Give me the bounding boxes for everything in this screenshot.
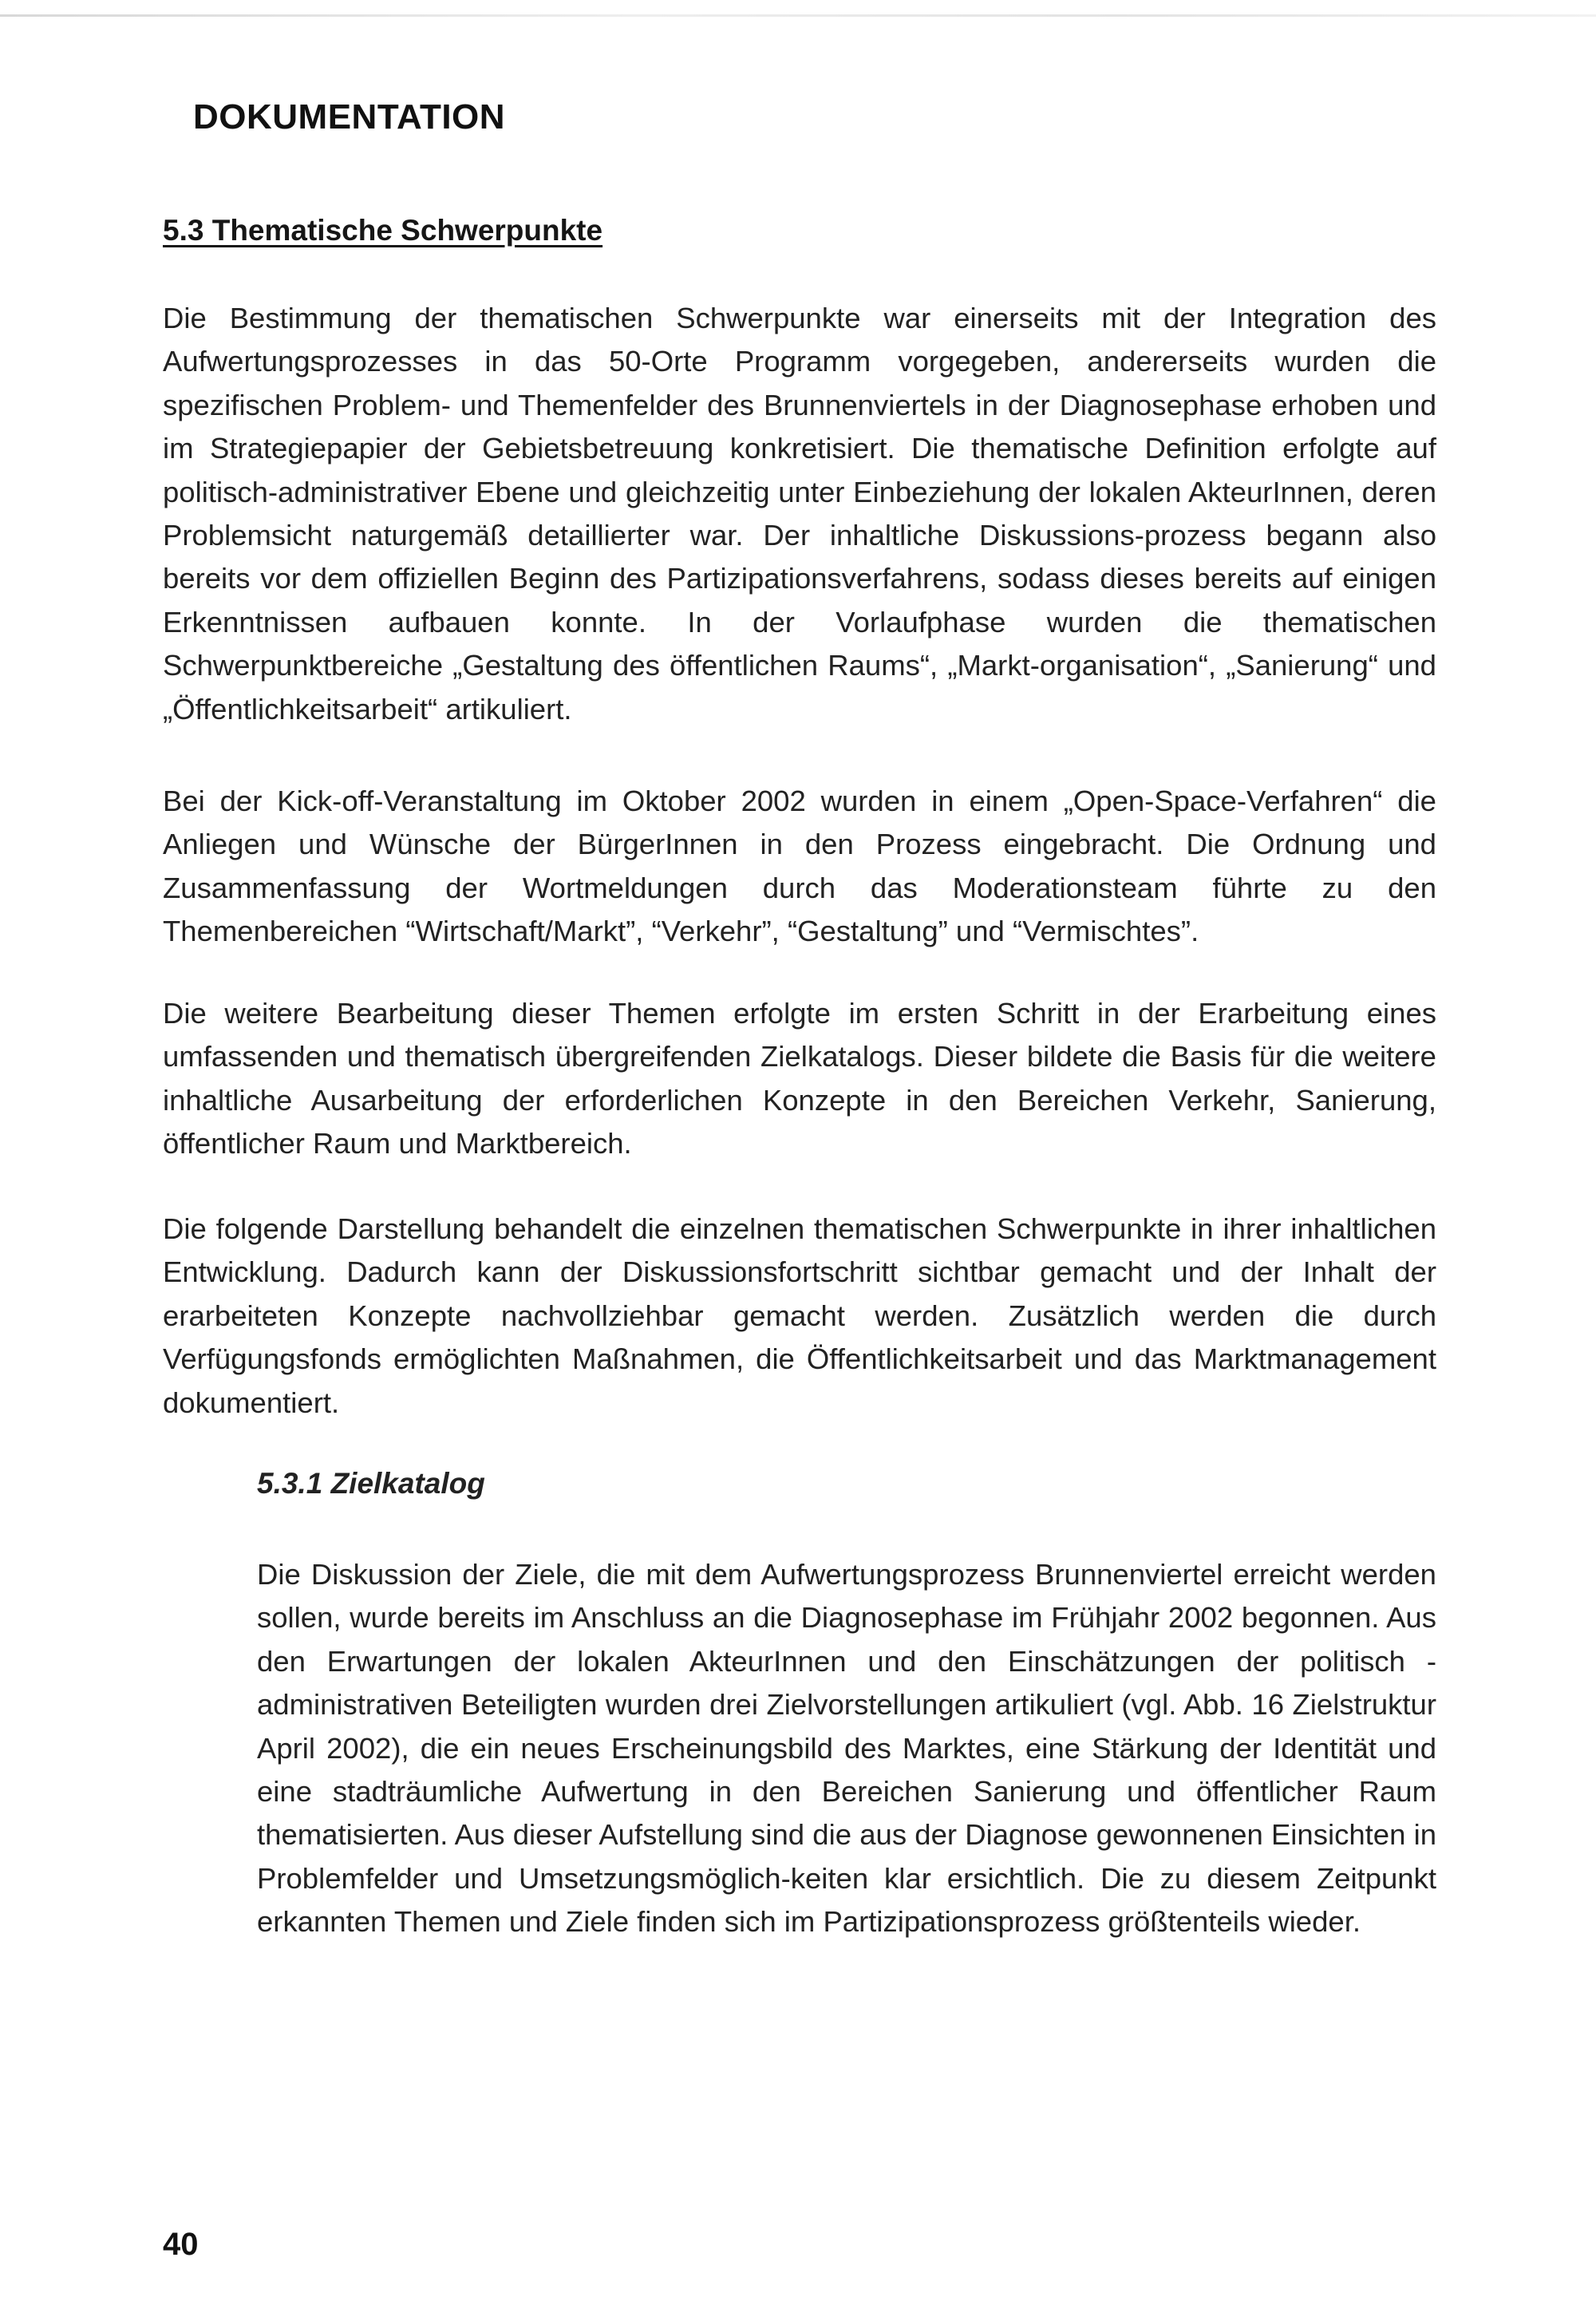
subsection-paragraph: Die Diskussion der Ziele, die mit dem Aufwertungsprozess Brunnenviertel erreicht werden sollen, wurde bereits im Anschluss an die Diagnosephase im Frühjahr 2002 begonnen. Aus den Erwartungen der lokalen AkteurInnen und den Einschätzungen der politisch - administrativen Beteiligten wurden drei Zielvorstellungen artikuliert (vgl. Abb. 16 Zielstruktur April 2002), die ein neues Erscheinungsbild des Marktes, eine Stärkung der Identität und eine stadträumliche Aufwertung in den Bereichen Sanierung und öffentlicher Raum thematisierten. Aus dieser Aufstellung sind die aus der Diagnose gewonnenen Einsichten in Problemfelder und Umsetzungsmöglich-keiten klar ersichtlich. Die zu diesem Zeitpunkt erkannten Themen und Ziele finden sich im Partizipationsprozess größtenteils wieder. bbox=[257, 1558, 1436, 1939]
scan-edge-rule bbox=[0, 14, 1596, 17]
body-paragraph: Die folgende Darstellung behandelt die einzelnen thematischen Schwerpunkte in ihrer inhaltlichen Entwicklung. Dadurch kann der Diskussionsfortschritt sichtbar gemacht und der Inhalt der erarbeiteten Konzepte nachvollziehbar gemacht werden. Zusätzlich werden die durch Verfügungsfonds ermöglichten Maßnahmen, die Öffentlichkeitsarbeit und das Marktmanagement dokumentiert. bbox=[163, 1212, 1436, 1419]
body-paragraph: Die Bestimmung der thematischen Schwerpunkte war einerseits mit der Integration des Aufwertungsprozesses in das 50-Orte Programm vorgegeben, andererseits wurden die spezifischen Problem- und Themenfelder des Brunnenviertels in der Diagnosephase erhoben und im Strategiepapier der Gebietsbetreuung konkretisiert. Die thematische Definition erfolgte auf politisch-administrativer Ebene und gleichzeitig unter Einbeziehung der lokalen AkteurInnen, deren Problemsicht naturgemäß detaillierter war. Der inhaltliche Diskussions-prozess begann also bereits vor dem offiziellen Beginn des Partizipationsverfahrens, sodass dieses bereits auf einigen Erkenntnissen aufbauen konnte. In der Vorlaufphase wurden die thematischen Schwerpunktbereiche „Gestaltung des öffentlichen Raums“, „Markt-organisation“, „Sanierung“ und „Öffentlichkeitsarbeit“ artikuliert. bbox=[163, 302, 1436, 725]
section-heading: 5.3 Thematische Schwerpunkte bbox=[163, 214, 603, 247]
section-label: DOKUMENTATION bbox=[193, 97, 506, 136]
body-paragraph: Die weitere Bearbeitung dieser Themen erfolgte im ersten Schritt in der Erarbeitung eines umfassenden und thematisch übergreifenden Zielkatalogs. Dieser bildete die Basis für die weitere inhaltliche Ausarbeitung der erforderlichen Konzepte in den Bereichen Verkehr, Sanierung, öffentlicher Raum und Marktbereich. bbox=[163, 997, 1436, 1160]
body-paragraph: Bei der Kick-off-Veranstaltung im Oktober 2002 wurden in einem „Open-Space-Verfahren“ die Anliegen und Wünsche der BürgerInnen in den Prozess eingebracht. Die Ordnung und Zusammenfassung der Wortmeldungen durch das Moderationsteam führte zu den Themenbereichen “Wirtschaft/Markt”, “Verkehr”, “Gestaltung” und “Vermischtes”. bbox=[163, 785, 1436, 948]
page-number: 40 bbox=[163, 2227, 199, 2262]
subsection-heading: 5.3.1 Zielkatalog bbox=[257, 1467, 485, 1500]
